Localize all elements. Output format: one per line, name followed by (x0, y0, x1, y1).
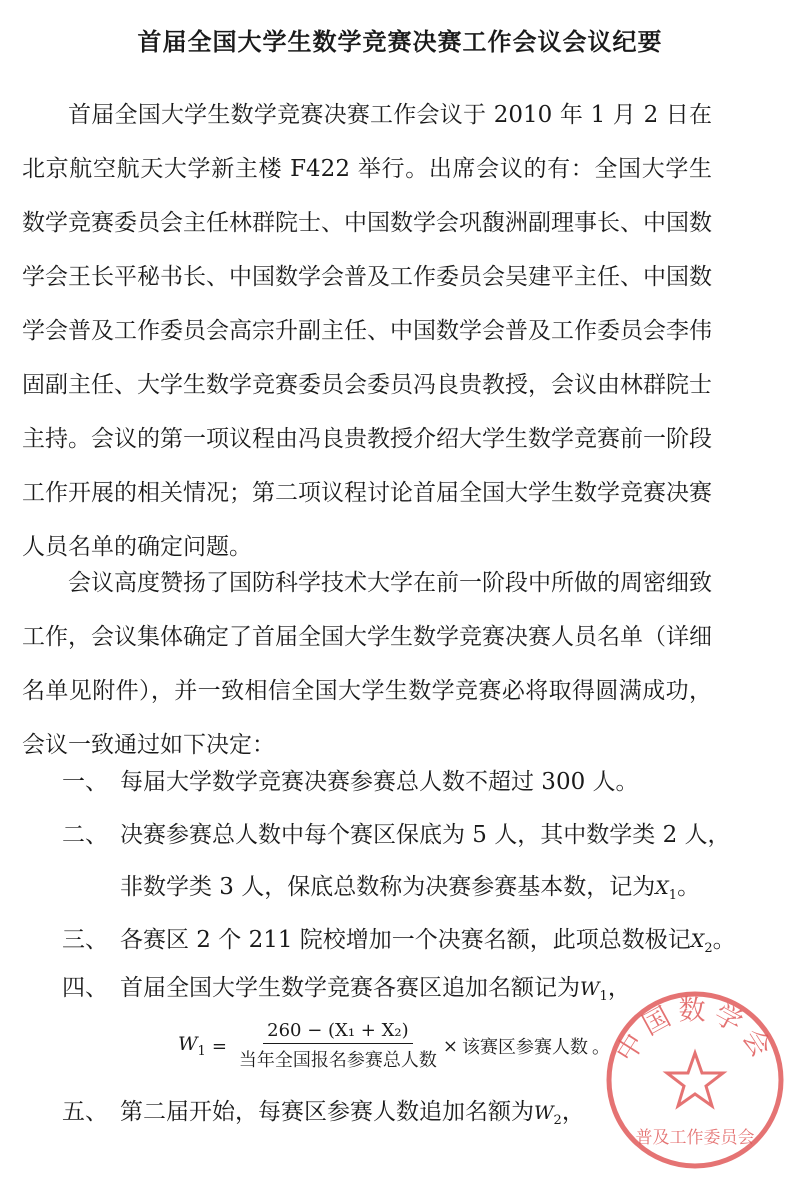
item-number: 三、 (62, 927, 108, 953)
item-number: 四、 (62, 975, 108, 1001)
item-text: 第二届开始，每赛区参赛人数追加名额为$W_2$， (120, 1099, 585, 1128)
item-number: 二、 (62, 822, 108, 848)
fraction-numerator: 260 − (X₁ + X₂) (263, 1020, 413, 1044)
formula-w1: $W_1$ = $\frac{\text{260 − (X₁ + X₂)}}{\text{当年全国报名参赛总人数}}$ × 该赛区参赛人数 。 (178, 1020, 610, 1071)
item-text: 首届全国大学生数学竞赛各赛区追加名额记为$W_1$， (120, 975, 631, 1004)
star-icon (667, 1053, 723, 1106)
fraction-denominator: 当年全国报名参赛总人数 (238, 1050, 437, 1071)
item-text: 每届大学数学竞赛决赛参赛总人数不超过 300 人。 (120, 769, 639, 795)
paragraph-decision-intro: 会议高度赞扬了国防科学技术大学在前一阶段中所做的周密细致工作，会议集体确定了首届全国大学生数学竞赛决赛人员名单（详细名单见附件），并一致相信全国大学生数学竞赛必将取得圆满成功，会议一致通过如下决定： (22, 570, 712, 758)
seal-top-text: 中国数学会 (610, 995, 780, 1068)
fraction (239, 1020, 437, 1072)
paragraph-meeting-info: 首届全国大学生数学竞赛决赛工作会议于 2010 年 1 月 2 日在北京航空航天大学新主楼 F422 举行。出席会议的有：全国大学生数学竞赛委员会主任林群院士、中国数学会巩馥洲副理事长、中国数学会王长平秘书长、中国数学会普及工作委员会吴建平主任、中国数学会普及工作委员会高宗升副主任、中国数学会普及工作委员会李伟固副主任、大学生数学竞赛委员会委员冯良贵教授，会议由林群院士主持。会议的第一项议程由冯良贵教授介绍大学生数学竞赛前一阶段工作开展的相关情况；第二项议程讨论首届全国大学生数学竞赛决赛人员名单的确定问题。 (22, 102, 712, 560)
official-seal-stamp (600, 985, 790, 1175)
item-text: 各赛区 2 个 211 院校增加一个决赛名额，此项总数极记$X_2$。 (120, 927, 736, 956)
item-number: 五、 (62, 1099, 108, 1125)
document-title: 首届全国大学生数学竞赛决赛工作会议会议纪要 (137, 28, 663, 56)
item-text: 决赛参赛总人数中每个赛区保底为 5 人，其中数学类 2 人， (120, 822, 731, 848)
item-number: 一、 (62, 769, 108, 795)
item-text-continued: 非数学类 3 人，保底总数称为决赛参赛基本数，记为$X_1$。 (120, 874, 701, 903)
seal-bottom-text: 普及工作委员会 (635, 1128, 755, 1148)
